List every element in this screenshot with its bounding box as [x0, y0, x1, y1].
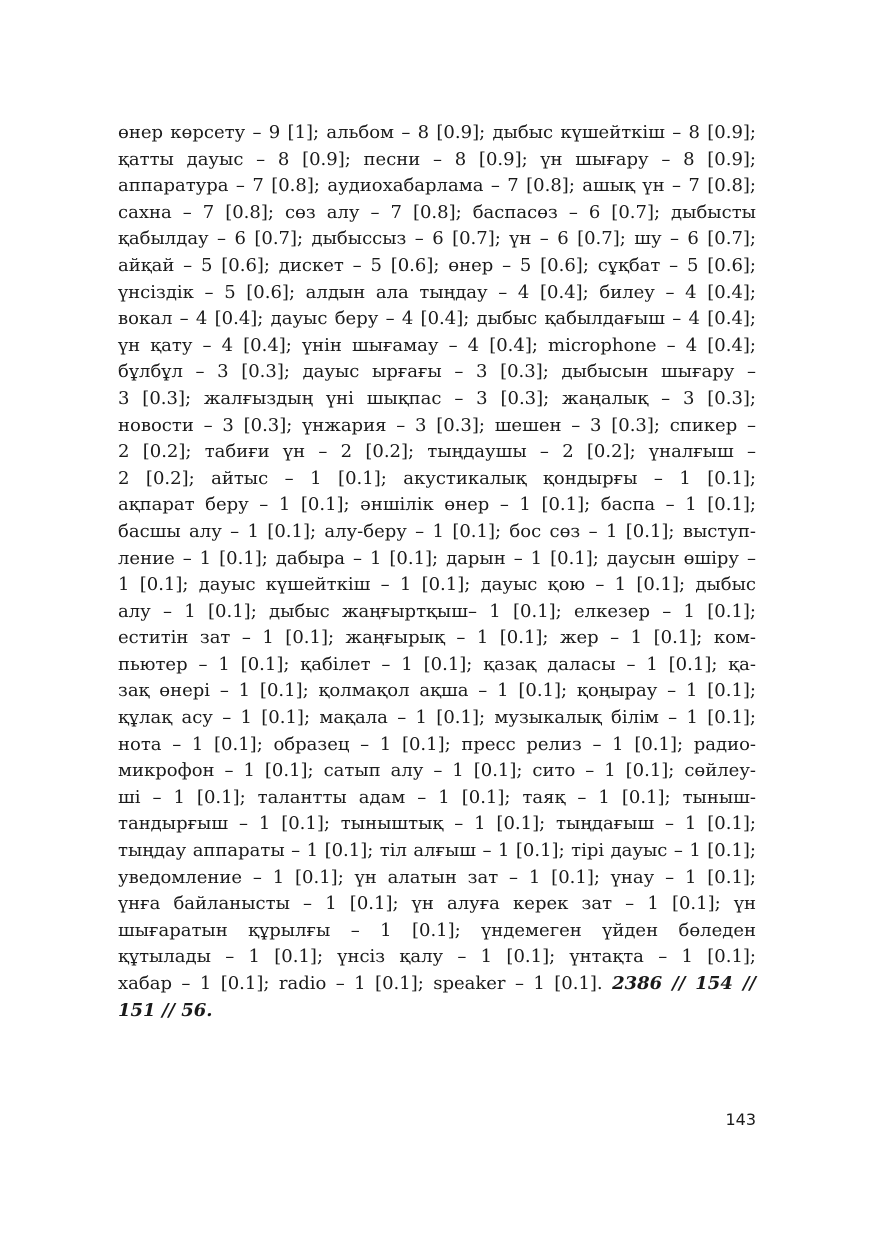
text-line: айқай – 5 [0.6]; дискет – 5 [0.6]; өнер – 5 [0.6]; сұқбат – 5 [0.6];: [118, 254, 756, 276]
final-entries: хабар – 1 [0.1]; radio – 1 [0.1]; speaker – 1 [0.1].: [118, 973, 603, 994]
text-line: үнға байланысты – 1 [0.1]; үн алуға керек зат – 1 [0.1]; үн: [118, 893, 756, 915]
text-line: қабылдау – 6 [0.7]; дыбыссыз – 6 [0.7]; үн – 6 [0.7]; шу – 6 [0.7];: [118, 228, 756, 250]
text-line: 2 [0.2]; айтыс – 1 [0.1]; акустикалық қондырғы – 1 [0.1];: [118, 467, 756, 489]
text-line: зақ өнері – 1 [0.1]; қолмақол ақша – 1 [0.1]; қоңырау – 1 [0.1];: [118, 680, 756, 702]
text-line: үнсіздік – 5 [0.6]; алдын ала тыңдау – 4 [0.4]; билеу – 4 [0.4];: [118, 281, 756, 303]
text-line: тыңдау аппараты – 1 [0.1]; тіл алғыш – 1 [0.1]; тірі дауыс – 1 [0.1];: [118, 840, 756, 862]
text-line: еститін зат – 1 [0.1]; жаңғырық – 1 [0.1]; жер – 1 [0.1]; ком-: [118, 627, 756, 649]
text-line: құлақ асу – 1 [0.1]; мақала – 1 [0.1]; музыкалық білім – 1 [0.1];: [118, 707, 756, 729]
text-line: 2 [0.2]; табиғи үн – 2 [0.2]; тыңдаушы – 2 [0.2]; үналғыш –: [118, 441, 756, 463]
text-line: басшы алу – 1 [0.1]; алу-беру – 1 [0.1]; бос сөз – 1 [0.1]; выступ-: [118, 520, 756, 542]
text-line: 1 [0.1]; дауыс күшейткіш – 1 [0.1]; дауыс қою – 1 [0.1]; дыбыс: [118, 574, 756, 596]
text-line: сахна – 7 [0.8]; сөз алу – 7 [0.8]; баспасөз – 6 [0.7]; дыбысты: [118, 201, 756, 223]
text-line: микрофон – 1 [0.1]; сатып алу – 1 [0.1]; сито – 1 [0.1]; сөйлеу-: [118, 760, 756, 782]
text-line: үн қату – 4 [0.4]; үнін шығамау – 4 [0.4]; microphone – 4 [0.4];: [118, 334, 756, 356]
text-line: өнер көрсету – 9 [1]; альбом – 8 [0.9]; дыбыс күшейткіш – 8 [0.9];: [118, 122, 756, 143]
text-line: 3 [0.3]; жалғыздың үні шықпас – 3 [0.3]; жаңалық – 3 [0.3];: [118, 387, 756, 409]
totals-text-continued: 151 // 56.: [118, 999, 213, 1021]
entry-text-block: [118, 120, 756, 1024]
text-line: алу – 1 [0.1]; дыбыс жаңғыртқыш– 1 [0.1]; елкезер – 1 [0.1];: [118, 600, 756, 622]
text-line: нота – 1 [0.1]; образец – 1 [0.1]; пресс релиз – 1 [0.1]; радио-: [118, 733, 756, 755]
text-line: қатты дауыс – 8 [0.9]; песни – 8 [0.9]; үн шығару – 8 [0.9];: [118, 148, 756, 170]
text-line: тандырғыш – 1 [0.1]; тыныштық – 1 [0.1]; тыңдағыш – 1 [0.1];: [118, 813, 756, 835]
text-line: құтылады – 1 [0.1]; үнсіз қалу – 1 [0.1]; үнтақта – 1 [0.1];: [118, 946, 756, 968]
text-line: вокал – 4 [0.4]; дауыс беру – 4 [0.4]; дыбыс қабылдағыш – 4 [0.4];: [118, 308, 756, 330]
text-line: уведомление – 1 [0.1]; үн алатын зат – 1 [0.1]; үнау – 1 [0.1];: [118, 866, 756, 888]
page-number: 143: [725, 1110, 756, 1129]
text-line: бұлбұл – 3 [0.3]; дауыс ырғағы – 3 [0.3]; дыбысын шығару –: [118, 361, 756, 383]
text-line: ақпарат беру – 1 [0.1]; әншілік өнер – 1 [0.1]; баспа – 1 [0.1];: [118, 494, 756, 516]
text-line: пьютер – 1 [0.1]; қабілет – 1 [0.1]; қазақ даласы – 1 [0.1]; қа-: [118, 653, 756, 675]
totals-text: 2386 // 154 //: [612, 973, 756, 994]
text-line-with-totals: [118, 971, 756, 998]
text-line: новости – 3 [0.3]; үнжария – 3 [0.3]; шешен – 3 [0.3]; спикер –: [118, 414, 756, 436]
text-line: ші – 1 [0.1]; талантты адам – 1 [0.1]; таяқ – 1 [0.1]; тыныш-: [118, 786, 756, 808]
text-line: шығаратын құрылғы – 1 [0.1]; үндемеген үйден бөледен: [118, 919, 756, 941]
totals-line: [118, 998, 756, 1025]
text-line: ление – 1 [0.1]; дабыра – 1 [0.1]; дарын – 1 [0.1]; даусын өшіру –: [118, 547, 756, 569]
text-line: аппаратура – 7 [0.8]; аудиохабарлама – 7 [0.8]; ашық үн – 7 [0.8];: [118, 175, 756, 197]
